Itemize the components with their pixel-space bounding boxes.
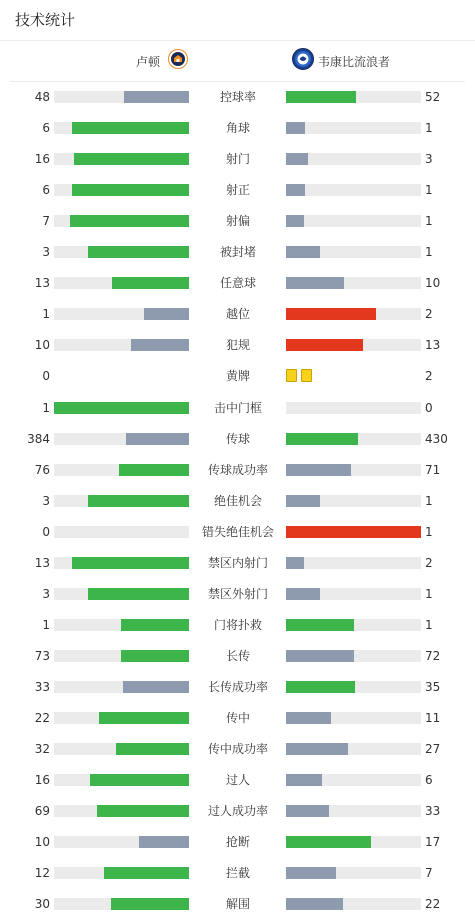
home-bar-fill xyxy=(99,712,189,724)
home-bar-fill xyxy=(88,495,189,507)
away-stat-bar xyxy=(286,153,421,165)
stat-label: 长传 xyxy=(225,648,250,663)
yellow-cards xyxy=(286,369,312,382)
home-stat-value: 0 xyxy=(42,369,50,384)
stat-label: 过人 xyxy=(225,773,250,788)
home-bar-fill xyxy=(90,774,189,786)
stat-label: 任意球 xyxy=(219,276,256,291)
away-stat-value: 2 xyxy=(425,369,433,384)
luton-crest-icon xyxy=(168,49,188,73)
away-stat-value: 72 xyxy=(425,648,441,663)
home-stat-bar xyxy=(54,91,189,103)
stat-row xyxy=(0,81,475,112)
home-bar-fill xyxy=(144,308,189,320)
home-bar-fill xyxy=(72,557,189,569)
stat-label: 传球 xyxy=(225,431,250,446)
away-bar-fill xyxy=(286,619,354,631)
home-stat-value: 1 xyxy=(42,307,50,322)
away-stat-value: 7 xyxy=(425,866,433,881)
away-bar-fill xyxy=(286,650,354,662)
away-bar-fill xyxy=(286,153,308,165)
away-stat-bar xyxy=(286,246,421,258)
away-stat-value: 22 xyxy=(425,897,441,912)
stat-row xyxy=(0,857,475,888)
away-stat-bar xyxy=(286,526,421,538)
home-stat-bar xyxy=(54,433,189,445)
home-stat-bar xyxy=(54,215,189,227)
stat-label: 击中门框 xyxy=(213,400,262,415)
away-stat-bar xyxy=(286,91,421,103)
away-bar-fill xyxy=(286,836,371,848)
away-bar-fill xyxy=(286,91,356,103)
home-stat-value: 76 xyxy=(34,462,50,477)
stat-label: 传中成功率 xyxy=(207,742,268,757)
stat-label: 角球 xyxy=(225,121,250,136)
home-stat-value: 3 xyxy=(42,245,50,260)
stat-label: 禁区内射门 xyxy=(207,555,268,570)
home-bar-fill xyxy=(131,339,189,351)
away-stat-value: 35 xyxy=(425,679,441,694)
stat-row xyxy=(0,298,475,329)
away-stat-value: 1 xyxy=(425,586,433,601)
yellow-card-icon xyxy=(301,369,312,382)
home-stat-bar xyxy=(54,743,189,755)
home-bar-fill xyxy=(121,650,189,662)
away-team-name: 韦康比流浪者 xyxy=(318,54,391,69)
away-bar-fill xyxy=(286,433,358,445)
home-stat-value: 16 xyxy=(34,152,50,167)
stat-row xyxy=(0,205,475,236)
away-stat-value: 10 xyxy=(425,276,441,291)
stat-label: 拦截 xyxy=(225,866,250,881)
home-bar-fill xyxy=(116,743,189,755)
home-bar-fill xyxy=(112,277,189,289)
away-stat-value: 1 xyxy=(425,214,433,229)
stat-row xyxy=(0,640,475,671)
home-stat-value: 10 xyxy=(34,835,50,850)
stat-label: 抢断 xyxy=(225,835,250,850)
away-stat-value: 1 xyxy=(425,121,433,136)
away-bar-fill xyxy=(286,557,304,569)
stat-label: 绝佳机会 xyxy=(213,493,262,508)
home-bar-fill xyxy=(88,246,189,258)
away-bar-fill xyxy=(286,712,331,724)
home-stat-value: 384 xyxy=(27,431,50,446)
home-stat-value: 0 xyxy=(42,524,50,539)
away-stat-value: 2 xyxy=(425,307,433,322)
away-stat-value: 0 xyxy=(425,400,433,415)
stat-row xyxy=(0,516,475,547)
away-bar-fill xyxy=(286,588,320,600)
home-stat-bar xyxy=(54,619,189,631)
away-bar-fill xyxy=(286,215,304,227)
home-stat-bar xyxy=(54,464,189,476)
away-stat-value: 33 xyxy=(425,804,441,819)
home-bar-fill xyxy=(70,215,189,227)
away-stat-bar xyxy=(286,339,421,351)
stat-row xyxy=(0,423,475,454)
stat-row xyxy=(0,485,475,516)
home-stat-value: 73 xyxy=(34,648,50,663)
away-stat-value: 71 xyxy=(425,462,441,477)
home-stat-bar xyxy=(54,557,189,569)
away-stat-bar xyxy=(286,681,421,693)
home-team[interactable] xyxy=(136,51,188,71)
away-stat-value: 1 xyxy=(425,183,433,198)
home-stat-bar xyxy=(54,867,189,879)
home-bar-fill xyxy=(111,898,189,910)
away-bar-fill xyxy=(286,495,320,507)
home-stat-value: 13 xyxy=(34,555,50,570)
away-bar-fill xyxy=(286,743,348,755)
home-stat-value: 69 xyxy=(34,804,50,819)
stat-label: 越位 xyxy=(225,307,250,322)
home-stat-bar xyxy=(54,712,189,724)
page-title: 技术统计 xyxy=(15,11,76,29)
stat-label: 传中 xyxy=(225,711,250,725)
stat-label: 被封堵 xyxy=(219,245,256,260)
stat-label: 长传成功率 xyxy=(207,679,268,694)
away-bar-fill xyxy=(286,898,343,910)
home-stat-value: 1 xyxy=(42,400,50,415)
home-stat-bar xyxy=(54,246,189,258)
home-stat-bar xyxy=(54,495,189,507)
away-stat-bar xyxy=(286,867,421,879)
away-stat-bar xyxy=(286,743,421,755)
away-stat-value: 3 xyxy=(425,152,433,167)
home-stat-value: 6 xyxy=(42,121,50,136)
away-stat-bar xyxy=(286,433,421,445)
stat-row xyxy=(0,764,475,795)
stat-label: 禁区外射门 xyxy=(207,586,268,601)
away-stat-bar xyxy=(286,805,421,817)
away-stat-value: 430 xyxy=(425,431,448,446)
home-stat-value: 12 xyxy=(34,866,50,881)
away-bar-fill xyxy=(286,246,320,258)
home-stat-value: 1 xyxy=(42,617,50,632)
home-stat-bar xyxy=(54,308,189,320)
home-stat-value: 48 xyxy=(34,90,50,104)
stat-label: 解围 xyxy=(225,897,250,912)
home-stat-bar xyxy=(54,402,189,414)
away-stat-bar xyxy=(286,122,421,134)
home-team-name: 卢顿 xyxy=(135,54,160,69)
home-bar-fill xyxy=(72,184,189,196)
home-bar-fill xyxy=(74,153,189,165)
stat-row xyxy=(0,671,475,702)
away-stat-value: 13 xyxy=(425,338,441,353)
home-bar-fill xyxy=(121,619,189,631)
away-stat-bar xyxy=(286,464,421,476)
stat-label: 射正 xyxy=(225,183,250,198)
home-stat-bar xyxy=(54,184,189,196)
away-bar-fill xyxy=(286,184,305,196)
stat-label: 射门 xyxy=(225,152,250,167)
away-stat-bar xyxy=(286,184,421,196)
home-stat-bar xyxy=(54,526,189,538)
away-stat-bar xyxy=(286,774,421,786)
home-stat-value: 13 xyxy=(34,276,50,291)
stat-row xyxy=(0,236,475,267)
away-stat-bar xyxy=(286,402,421,414)
home-stat-value: 16 xyxy=(34,773,50,788)
away-stat-value: 1 xyxy=(425,493,433,508)
home-bar-fill xyxy=(54,402,189,414)
away-stat-bar xyxy=(286,898,421,910)
away-bar-fill xyxy=(286,867,336,879)
home-bar-fill xyxy=(88,588,189,600)
stat-row xyxy=(0,795,475,826)
stat-row xyxy=(0,888,475,919)
home-bar-fill xyxy=(104,867,189,879)
stat-row xyxy=(0,609,475,640)
home-bar-fill xyxy=(72,122,189,134)
away-stat-bar xyxy=(286,215,421,227)
stat-row xyxy=(0,174,475,205)
stat-label: 过人成功率 xyxy=(207,804,268,819)
home-stat-value: 3 xyxy=(42,493,50,508)
away-bar-fill xyxy=(286,277,344,289)
away-stat-value: 52 xyxy=(425,90,441,104)
home-stat-bar xyxy=(54,588,189,600)
home-bar-fill xyxy=(97,805,189,817)
home-stat-bar xyxy=(54,339,189,351)
stat-label: 射偏 xyxy=(225,214,250,229)
away-stat-bar xyxy=(286,588,421,600)
away-bar-fill xyxy=(286,122,305,134)
stat-row xyxy=(0,578,475,609)
away-bar-fill xyxy=(286,526,421,538)
wycombe-crest-icon xyxy=(292,48,314,74)
home-stat-value: 30 xyxy=(34,897,50,912)
stat-row xyxy=(0,392,475,423)
teams-header xyxy=(0,41,475,81)
home-stat-bar xyxy=(54,774,189,786)
home-stat-bar xyxy=(54,805,189,817)
away-team[interactable] xyxy=(292,51,390,71)
away-stat-value: 1 xyxy=(425,617,433,632)
home-bar-fill xyxy=(124,91,189,103)
stat-label: 黄牌 xyxy=(225,369,250,384)
stat-label: 控球率 xyxy=(219,90,256,104)
stat-row xyxy=(0,454,475,485)
away-stat-value: 6 xyxy=(425,773,433,788)
home-bar-fill xyxy=(139,836,189,848)
away-stat-value: 27 xyxy=(425,742,441,757)
home-stat-bar xyxy=(54,898,189,910)
away-bar-fill xyxy=(286,774,322,786)
stat-row xyxy=(0,702,475,733)
home-bar-fill xyxy=(123,681,189,693)
away-bar-fill xyxy=(286,681,355,693)
home-stat-bar xyxy=(54,153,189,165)
away-stat-bar xyxy=(286,836,421,848)
home-stat-value: 10 xyxy=(34,338,50,353)
away-bar-fill xyxy=(286,308,376,320)
home-stat-value: 7 xyxy=(42,214,50,229)
stat-row xyxy=(0,360,475,391)
stat-row xyxy=(0,112,475,143)
away-stat-bar xyxy=(286,557,421,569)
away-stat-bar xyxy=(286,495,421,507)
stat-row xyxy=(0,826,475,857)
home-stat-value: 6 xyxy=(42,183,50,198)
away-bar-fill xyxy=(286,464,351,476)
home-stat-bar xyxy=(54,650,189,662)
home-stat-bar xyxy=(54,277,189,289)
home-stat-bar xyxy=(54,836,189,848)
away-bar-fill xyxy=(286,339,363,351)
yellow-card-icon xyxy=(286,369,297,382)
away-stat-bar xyxy=(286,277,421,289)
stat-label: 错失绝佳机会 xyxy=(201,524,274,539)
away-stat-value: 11 xyxy=(425,711,441,725)
away-stat-bar xyxy=(286,619,421,631)
away-stat-value: 2 xyxy=(425,555,433,570)
stat-row xyxy=(0,547,475,578)
home-stat-value: 33 xyxy=(34,679,50,694)
away-stat-bar xyxy=(286,712,421,724)
home-bar-fill xyxy=(119,464,189,476)
stat-label: 传球成功率 xyxy=(207,462,268,477)
home-stat-value: 22 xyxy=(34,711,50,725)
away-stat-value: 17 xyxy=(425,835,441,850)
home-stat-value: 32 xyxy=(34,742,50,757)
home-stat-bar xyxy=(54,122,189,134)
home-stat-value: 3 xyxy=(42,586,50,601)
stat-row xyxy=(0,143,475,174)
stat-label: 犯规 xyxy=(225,338,250,353)
away-stat-value: 1 xyxy=(425,245,433,260)
stat-row xyxy=(0,329,475,360)
stat-row xyxy=(0,733,475,764)
stat-label: 门将扑救 xyxy=(213,617,262,632)
home-bar-fill xyxy=(126,433,189,445)
away-stat-value: 1 xyxy=(425,524,433,539)
away-stat-bar xyxy=(286,650,421,662)
home-stat-bar xyxy=(54,681,189,693)
away-bar-fill xyxy=(286,805,329,817)
stat-row xyxy=(0,267,475,298)
away-stat-bar xyxy=(286,308,421,320)
